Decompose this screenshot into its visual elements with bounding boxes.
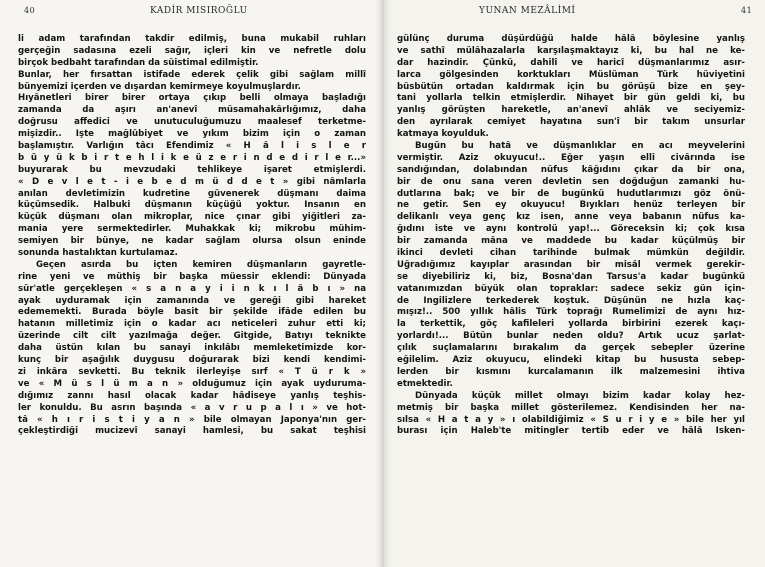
running-head: KADİR MISIROĞLU	[150, 6, 248, 16]
text-line: de İngilizlere terkederek koştuk. Düşünün ne hızla kaç-	[397, 295, 745, 306]
text-line: ve « M ü s l ü m a n » olduğumuz için ayak uyduruma-	[18, 378, 366, 389]
text-line: gülünç duruma düşürdüğü halde hâlâ böylesine yanlış	[397, 34, 745, 44]
book-gutter	[376, 0, 390, 567]
text-line: mania yere sermektedirler. Muhakkak ki; mikrobu mühim-	[18, 224, 366, 235]
text-line: zamanda da aşırı an'anevî müsamahakârlığımız, daha	[18, 105, 366, 116]
text-line: bünyemizi içerden ve dışardan kemirmeye koyulmuşlardır.	[18, 81, 301, 92]
text-line: den ayrılarak cemiyet hayatına sun'î bir takım unsurlar	[397, 117, 745, 128]
right-page-body	[397, 34, 745, 438]
text-line: eğilelim. Aziz okuyucu, elindeki kitap bu hususta sebep-	[397, 355, 745, 366]
right-page	[383, 0, 765, 567]
text-line: la terkettik, göç kafileleri yollarda birbirini ezerek kaçı-	[397, 319, 745, 330]
text-line: ve sathî mülâhazalarla karşılaşmaktayız ki, bu hal ne ke-	[397, 45, 745, 56]
text-line: Bugün bu hatâ ve düşmanlıklar en acı meyvelerini	[415, 141, 745, 152]
left-page	[0, 0, 382, 567]
text-line: vatanımızdan büyük olan topraklar: sadece sekiz gün için-	[397, 283, 745, 294]
page-number: 40	[24, 6, 36, 15]
text-line: sonunda hastalıktan kurtulamaz.	[18, 248, 178, 259]
text-line: hatanın milletimiz için o kadar acı neticeleri zuhur etti ki;	[18, 319, 366, 330]
text-line: yorlardı!... Bütün bunlar neden oldu? Artık ucuz şarlat-	[397, 331, 745, 342]
text-line: Dünyada küçük millet olmayı bizim kadar kolay hez-	[415, 390, 745, 401]
text-line: tani yollarla telkin etmişlerdir. Nihayet bir gün geldi ki, bu	[397, 93, 745, 104]
text-line: se diyebiliriz ki, biz, Bosna'dan Tarsus'a kadar bugünkü	[397, 271, 745, 282]
text-line: edememekti. Burada böyle basit bir şekilde ifâde edilen bu	[18, 307, 366, 318]
text-line: vermiştir. Aziz okuyucu!.. Eğer yaşın elli civârında ise	[397, 152, 745, 163]
text-line: çılık suçlamalarını bırakalım da gerçek sebepler üzerine	[397, 343, 745, 354]
text-line: küçük düşmanı olan mikroplar, nice çınar gibi yiğitleri za-	[18, 212, 366, 223]
page-number: 41	[741, 6, 753, 15]
text-line: ler konuldu. Bu asrın başında « a v r u p a l ı » ve hot-	[18, 402, 366, 413]
text-line: delikanlı veya genç kız isen, anne veya babanın nüfus ka-	[397, 212, 745, 223]
text-line: kunç bir aşağılık duygusu doğurarak bizi kendi kendimi-	[18, 355, 366, 366]
text-line: başlamıştır. Varlığın tâcı Efendimiz « H â l i s l e r	[18, 141, 366, 152]
text-line: sandığından, dolabından nüfus kâğıdını çıkar da bir ona,	[397, 164, 745, 175]
text-line: bir de onu sana veren devletin sen doğduğun zamanki hu-	[397, 176, 745, 187]
text-line: daha üstün kılan bu sanayi inkılâbı memleketimizde kor-	[18, 343, 366, 354]
text-line: gerçeğin sadasına ezeli sağır, içleri kin ve nefretle dolu	[18, 45, 366, 56]
text-line: üzerinde cilt cilt yazılmağa değer. Gitgide, Batıyı teknikte	[18, 331, 366, 342]
text-line: ğıdını iste ve aynı kontrolü yap!... Göreceksin ki; çok kısa	[397, 224, 745, 235]
text-line: ikinci devleti cihan tarihinde bulmak mümkün değildir.	[397, 248, 745, 259]
text-line: sür'atle gerçekleşen « s a n a y i i n k ı l â b ı » na	[18, 283, 366, 294]
text-line: dutlarına bak; ve bir de bugünkü hudutlarımızı göz önü-	[397, 188, 745, 199]
text-line: ayak uyduramak için zamanında ve gereği gibi hareket	[18, 295, 366, 306]
text-line: ne getir. Sen ey okuyucu! Bıyıkları henüz terleyen bir	[397, 200, 745, 211]
text-line: çekleştirdiği mucizevî sanayi hamlesi, bu sakat teşhisi	[18, 426, 366, 437]
left-page-body	[18, 34, 366, 438]
text-line: dar hazindir. Çünkü, dahilî ve haricî düşmanlarımız asır-	[397, 57, 745, 68]
text-line: burası için Haleb'te mitingler tertib eder ve hâlâ İsken-	[397, 426, 745, 437]
text-line: küçümsedik. Halbuki düşmanın küçüğü yoktur. İnsanın en	[18, 200, 366, 211]
text-line: doğrusu affedici ve unutuculuğumuzu maalesef terketme-	[18, 117, 366, 128]
text-line: Geçen asırda bu içten kemiren düşmanların gayretle-	[36, 259, 366, 270]
text-line: semiyen bir bünye, ne kadar sağlam olursa olsun eninde	[18, 236, 366, 247]
text-line: zi inkâra sevketti. Bu teknik ilerleyişe sırf « T ü r k »	[18, 366, 366, 377]
text-line: büsbütün ortadan kaldırmak için bu görüşü bize en şey-	[397, 81, 745, 92]
text-line: li adam tarafından takdir edilmiş, buna mukabil ruhları	[18, 34, 366, 44]
text-line: katmaya koyulduk.	[397, 129, 489, 140]
text-line: « D e v l e t - i e b e d m ü d d e t » gibi nâmlarla	[18, 176, 366, 187]
text-line: anılan devletimizin kudretine güvenerek düşmanı daima	[18, 188, 366, 199]
text-line: buyurarak bu mevzudaki tehlikeye işaret etmişlerdi.	[18, 164, 366, 175]
text-line: bir zamanda mâna ve maddede bu kadar küçülmüş bir	[397, 236, 745, 247]
text-line: dığımız zannı hasıl olacak kadar hâdiseye yanlış teşhis-	[18, 390, 366, 401]
running-head: YUNAN MEZÂLİMİ	[479, 6, 576, 16]
text-line: b ü y ü k b i r t e h l i k e ü z e r i n d e d i r l e r...»	[18, 152, 366, 163]
text-line: metmiş bir başka millet gösterilemez. Kendisinden her na-	[397, 402, 745, 413]
text-line: lerden bir kısmını kurcalamanın ilk malzemesini ihtiva	[397, 366, 745, 377]
text-line: Uğradığımız kayıplar arasından bir misâl vermek gerekir-	[397, 259, 745, 270]
text-line: etmektedir.	[397, 378, 453, 389]
text-line: mişizdir.. İşte mağlûbiyet ve yıkım bizim için o zaman	[18, 129, 366, 140]
text-line: birçok bedbaht tarafından da sûistimal edilmiştir.	[18, 57, 259, 68]
text-line: Bunlar, her fırsattan istifade ederek çelik gibi sağlam millî	[18, 69, 366, 80]
text-line: larca gölgesinden korktukları Müslüman Türk hüviyetini	[397, 69, 745, 80]
text-line: Hıyânetleri birer birer ortaya çıkıp belli olmaya başladığı	[18, 93, 366, 104]
text-line: rine yeni ve müthiş bir başka müessir eklendi: Dünyada	[18, 271, 366, 282]
text-line: yanlış görüşten hareketle, an'anevî ahlâk ve seciyemiz-	[397, 105, 745, 116]
text-line: sılsa « H a t a y » ı olabildiğimiz « S u r i y e » bile her yıl	[397, 414, 745, 425]
left-page-header	[0, 6, 382, 20]
right-page-header	[383, 6, 765, 20]
text-line: mışız!.. 500 yıllık hâlis Türk toprağı Rumelimizi de aynı hız-	[397, 307, 745, 318]
text-line: tâ « h ı r i s t i y a n » bile olmayan Japonya'nın ger-	[18, 414, 366, 425]
